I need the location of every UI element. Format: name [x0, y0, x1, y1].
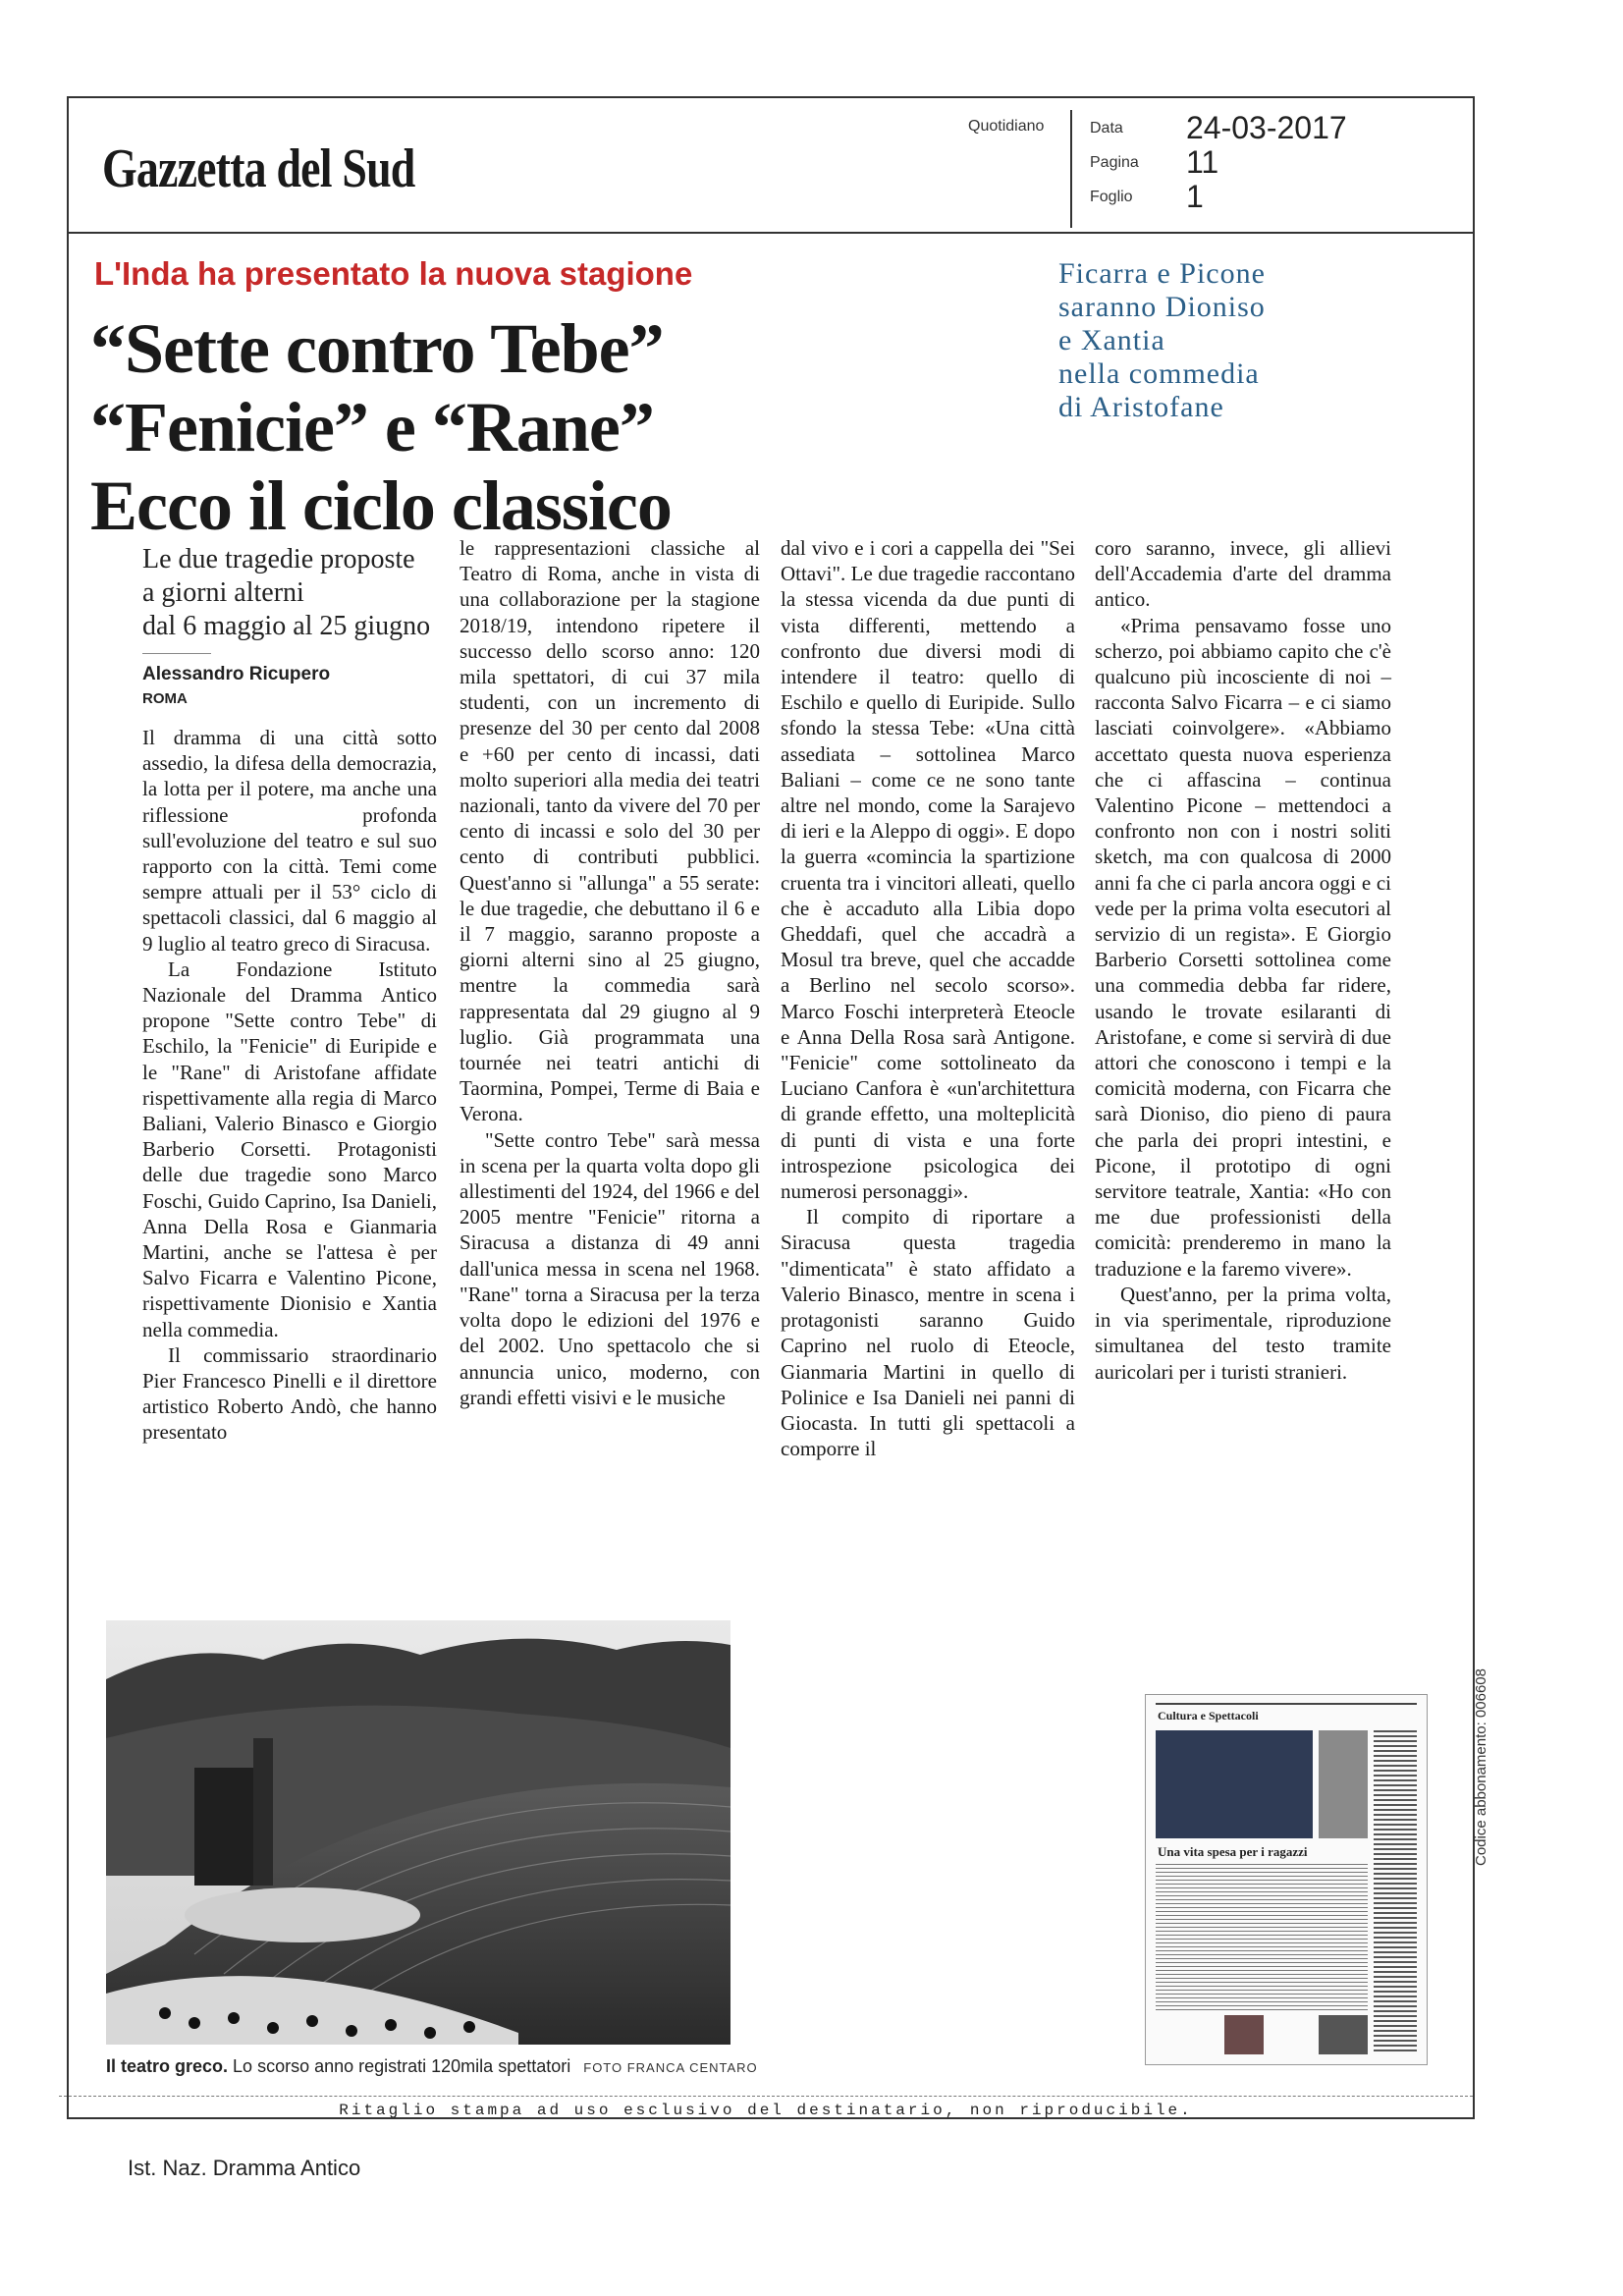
paragraph: dal vivo e i cori a cappella dei "Sei Ottavi". Le due tragedie raccontano la stessa vicenda da due punti di vista differenti, mettendo a confronto due diversi modi di intendere il teatro: quello di Eschilo e quello di Euripide. Sullo sfondo la stessa Tebe: «Una città assediata – sottolinea Marco Baliani – come ce ne sono tante altre nel mondo, come la Sarajevo di ieri e la Aleppo di oggi». E dopo la guerra «comincia la spartizione cruenta tra i vincitori alleati, quello che è accaduto alla Libia dopo Gheddafi, quel che accadrà a Mosul tra breve, quel che accadde a Berlino nel secolo scorso». Marco Foschi interpreterà Eteocle e Anna Della Rosa sarà Antigone. "Fenicie" come sottolineato da Luciano Canfora è «un'architettura di grande effetto, una molteplicità di punti di vista e una forte introspezione psicologica dei numerosi personaggi».	[781, 536, 1075, 1204]
paragraph: «Prima pensavamo fosse uno scherzo, poi abbiamo capito che c'è qualcuno più incosciente di noi – racconta Salvo Ficarra – e ci siamo lasciati coinvolgere». «Abbiamo accettato questa nuova esperienza che ci affascina – continua Valentino Picone – mettendoci a confronto non con i nostri soliti sketch, ma con qualcosa di 2000 anni fa che ci parla ancora oggi e ci vede per la prima volta esecutori al servizio di un regista». E Giorgio Barberio Corsetti sottolinea come una commedia debba far ridere, usando le trovate esilaranti di Aristofane, e come si servirà di due attori che conoscono i tempi e la comicità moderna, con Ficarra che sarà Dioniso, dio pieno di paura che parla dei propri intestini, e Picone, il prototipo di ogni servitore teatrale, Xantia: «Ho con me due professionisti della comicità: prenderemo in mano la traduzione e la faremo vivere».	[1095, 613, 1391, 1281]
byline-rule	[142, 653, 211, 654]
deck-line-3: dal 6 maggio al 25 giugno	[142, 611, 431, 641]
dateline-city: ROMA	[142, 690, 188, 707]
sheet-label: Foglio	[1090, 189, 1133, 205]
article-column-1	[142, 725, 437, 1446]
caption-text: Lo scorso anno registrati 120mila spettatori	[233, 2056, 571, 2076]
article-column-4	[1095, 535, 1391, 1385]
paragraph: "Sette contro Tebe" sarà messa in scena per la quarta volta dopo gli allestimenti del 1924, del 1966 e del 2005 mentre "Fenicie" ritorna a Siracusa a distanza di 49 anni dall'unica messa in scena nel 1968. "Rane" torna a Siracusa per la terza volta dopo le edizioni del 1976 e del 2002. Uno spettacolo che si annuncia unico, moderno, con grandi effetti visivi e le musiche	[460, 1127, 760, 1409]
side-headline-line: nella commedia	[1058, 357, 1260, 390]
side-headline-line: saranno Dioniso	[1058, 291, 1266, 323]
thumb-column	[1374, 1730, 1417, 2054]
thumb-photo-3	[1224, 2015, 1264, 2054]
source-label: Ist. Naz. Dramma Antico	[128, 2156, 361, 2180]
side-headline-line: Ficarra e Picone	[1058, 257, 1266, 290]
author: Alessandro Ricupero	[142, 664, 331, 684]
thumb-rule	[1156, 1703, 1417, 1705]
side-headline	[1058, 257, 1432, 424]
article-column-2	[460, 535, 760, 1410]
date-value: 24-03-2017	[1186, 110, 1347, 145]
thumb-story-title: Una vita spesa per i ragazzi	[1158, 1844, 1308, 1859]
masthead: Gazzetta del Sud	[102, 138, 415, 199]
thumb-photo-2	[1319, 1730, 1368, 1838]
page-value: 11	[1186, 144, 1219, 180]
publication-type: Quotidiano	[968, 118, 1045, 135]
sheet-value: 1	[1186, 179, 1204, 214]
paragraph: Il commissario straordinario Pier Francesco Pinelli e il direttore artistico Roberto Andò, che hanno presentato	[142, 1342, 437, 1445]
paragraph: coro saranno, invece, gli allievi dell'Accademia d'arte del dramma antico.	[1095, 536, 1391, 612]
theatre-photo	[106, 1620, 730, 2045]
paragraph: Quest'anno, per la prima volta, in via sperimentale, riproduzione simultanea del testo tramite auricolari per i turisti stranieri.	[1095, 1282, 1391, 1384]
thumb-photo-1	[1156, 1730, 1313, 1838]
subscription-code: Codice abbonamento: 006608	[1473, 1668, 1489, 1866]
thumb-photo-4	[1319, 2015, 1368, 2054]
paragraph: le rappresentazioni classiche al Teatro di Roma, anche in vista di una collaborazione per la stagione 2018/19, intendono ripetere il successo dello scorso anno: 120 mila spettatori, di cui 37 mila studenti, con un incremento di presenze del 30 per cento dal 2008 e +60 per cento di incassi, dati molto superiori alla media dei teatri nazionali, tanto da vivere del 70 per cento di incassi e solo del 30 per cento di contributi pubblici. Quest'anno si "allunga" a 55 serate: le due tragedie, che debuttano il 6 e il 7 maggio, saranno proposte a giorni alterni sino al 25 giugno, mentre la commedia sarà rappresentata dal 29 giugno al 9 luglio. Già programmata una tournée nei teatri antichi di Taormina, Pompei, Terme di Baia e Verona.	[460, 536, 760, 1126]
page-label: Pagina	[1090, 154, 1139, 171]
headline	[90, 309, 778, 545]
side-headline-line: e Xantia	[1058, 324, 1165, 356]
deck-line-2: a giorni alterni	[142, 577, 304, 608]
thumb-text	[1156, 1864, 1368, 2011]
deck-line-1: Le due tragedie proposte	[142, 544, 415, 574]
photo-caption	[106, 2056, 758, 2077]
paragraph: Il dramma di una città sotto assedio, la difesa della democrazia, la lotta per il potere, ma anche una riflessione profonda sull'evoluzione del teatro e sul suo rapporto con la città. Temi come sempre attuali per il 53° ciclo di spettacoli classici, dal 6 maggio al 9 luglio al teatro greco di Siracusa.	[142, 726, 437, 956]
deck	[142, 543, 457, 643]
header-divider	[1070, 110, 1072, 228]
photo-credit: FOTO FRANCA CENTARO	[583, 2060, 758, 2075]
headline-line-2: “Fenicie” e “Rane”	[90, 388, 654, 466]
paragraph: Il compito di riportare a Siracusa questa tragedia "dimenticata" è stato affidato a Valerio Binasco, mentre in scena i protagonisti saranno Guido Caprino nel ruolo di Eteocle, Gianmaria Martini in quello di Polinice e Isa Danieli nei panni di Giocasta. In tutti gli spettacoli a comporre il	[781, 1205, 1075, 1461]
headline-line-3: Ecco il ciclo classico	[90, 466, 672, 545]
side-headline-line: di Aristofane	[1058, 391, 1224, 423]
date-label: Data	[1090, 120, 1123, 137]
headline-line-1: “Sette contro Tebe”	[90, 309, 664, 388]
kicker: L'Inda ha presentato la nuova stagione	[94, 255, 693, 292]
page-thumbnail	[1145, 1694, 1428, 2065]
clipping-notice: Ritaglio stampa ad uso esclusivo del destinatario, non riproducibile.	[339, 2102, 1193, 2119]
article-column-3	[781, 535, 1075, 1461]
clip-divider	[59, 2096, 1473, 2098]
paragraph: La Fondazione Istituto Nazionale del Dramma Antico propone "Sette contro Tebe" di Eschilo, la "Fenicie" di Euripide e le "Rane" di Aristofane affidate rispettivamente alla regia di Marco Baliani, Valerio Binasco e Giorgio Barberio Corsetti. Protagonisti delle due tragedie sono Marco Foschi, Guido Caprino, Isa Danieli, Anna Della Rosa e Gianmaria Martini, anche se l'attesa è per Salvo Ficarra e Valentino Picone, rispettivamente Dionisio e Xantia nella commedia.	[142, 957, 437, 1341]
thumb-section: Cultura e Spettacoli	[1158, 1709, 1259, 1722]
caption-bold: Il teatro greco.	[106, 2056, 229, 2076]
